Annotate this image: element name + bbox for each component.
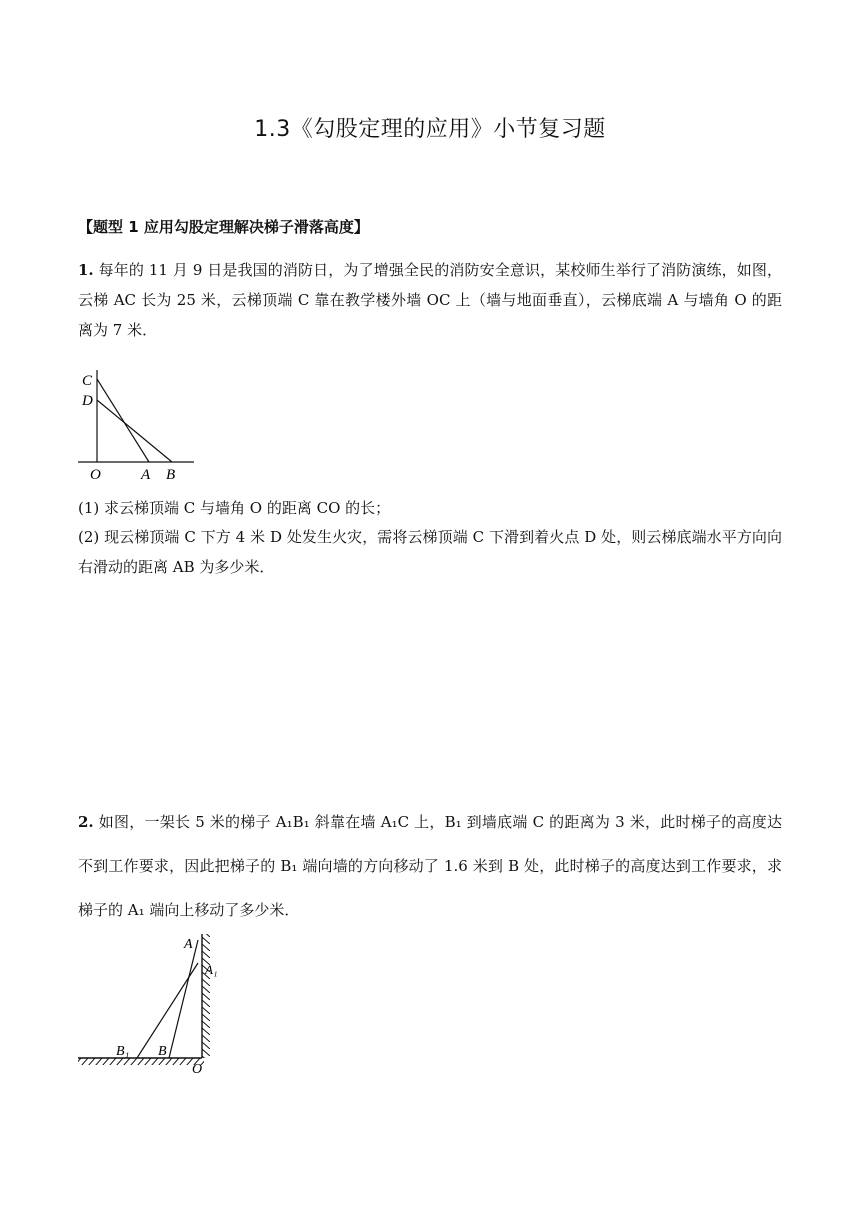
ladder-figure-1 <box>74 365 198 483</box>
label-d: D <box>82 393 93 409</box>
label-b1: B₁ <box>116 1044 130 1059</box>
question-number: 2. <box>78 813 94 831</box>
question-1-part-1: (1) 求云梯顶端 C 与墙角 O 的距离 CO 的长； <box>78 499 391 517</box>
section-heading: 【题型 1 应用勾股定理解决梯子滑落高度】 <box>78 218 369 236</box>
question-number: 1. <box>78 261 94 279</box>
label-a: A <box>184 937 193 952</box>
label-b: B <box>166 467 176 483</box>
label-a1: A₁ <box>205 962 218 977</box>
ladder-figure-2 <box>74 930 224 1078</box>
question-text: 如图，一架长 5 米的梯子 A₁B₁ 斜靠在墙 A₁C 上，B₁ 到墙底端 C 的距离为 3 米，此时梯子的高度达不到工作要求，因此把梯子的 B₁ 端向墙的方向移动了 1.6 米到 B 处，此时梯子的高度达到工作要求，求梯子的 A₁ 端向上移动了多少米． <box>78 813 782 919</box>
question-1-part-2: (2) 现云梯顶端 C 下方 4 米 D 处发生火灾，需将云梯顶端 C 下滑到着火点 D 处，则云梯底端水平方向向右滑动的距离 AB 为多少米． <box>78 528 782 576</box>
label-o: O <box>90 467 101 483</box>
question-text: 每年的 11 月 9 日是我国的消防日，为了增强全民的消防安全意识，某校师生举行了消防演练，如图，云梯 AC 长为 25 米，云梯顶端 C 靠在教学楼外墙 OC 上（墙与地面垂直），云梯底端 A 与墙角 O 的距离为 7 米． <box>78 261 782 339</box>
question-2 <box>78 800 782 932</box>
page-title: 1.3《勾股定理的应用》小节复习题 <box>254 117 606 142</box>
label-a: A <box>141 467 151 483</box>
label-b: B <box>158 1044 167 1059</box>
label-c: C <box>82 373 93 389</box>
label-o: O <box>192 1062 203 1077</box>
question-1 <box>78 255 782 345</box>
